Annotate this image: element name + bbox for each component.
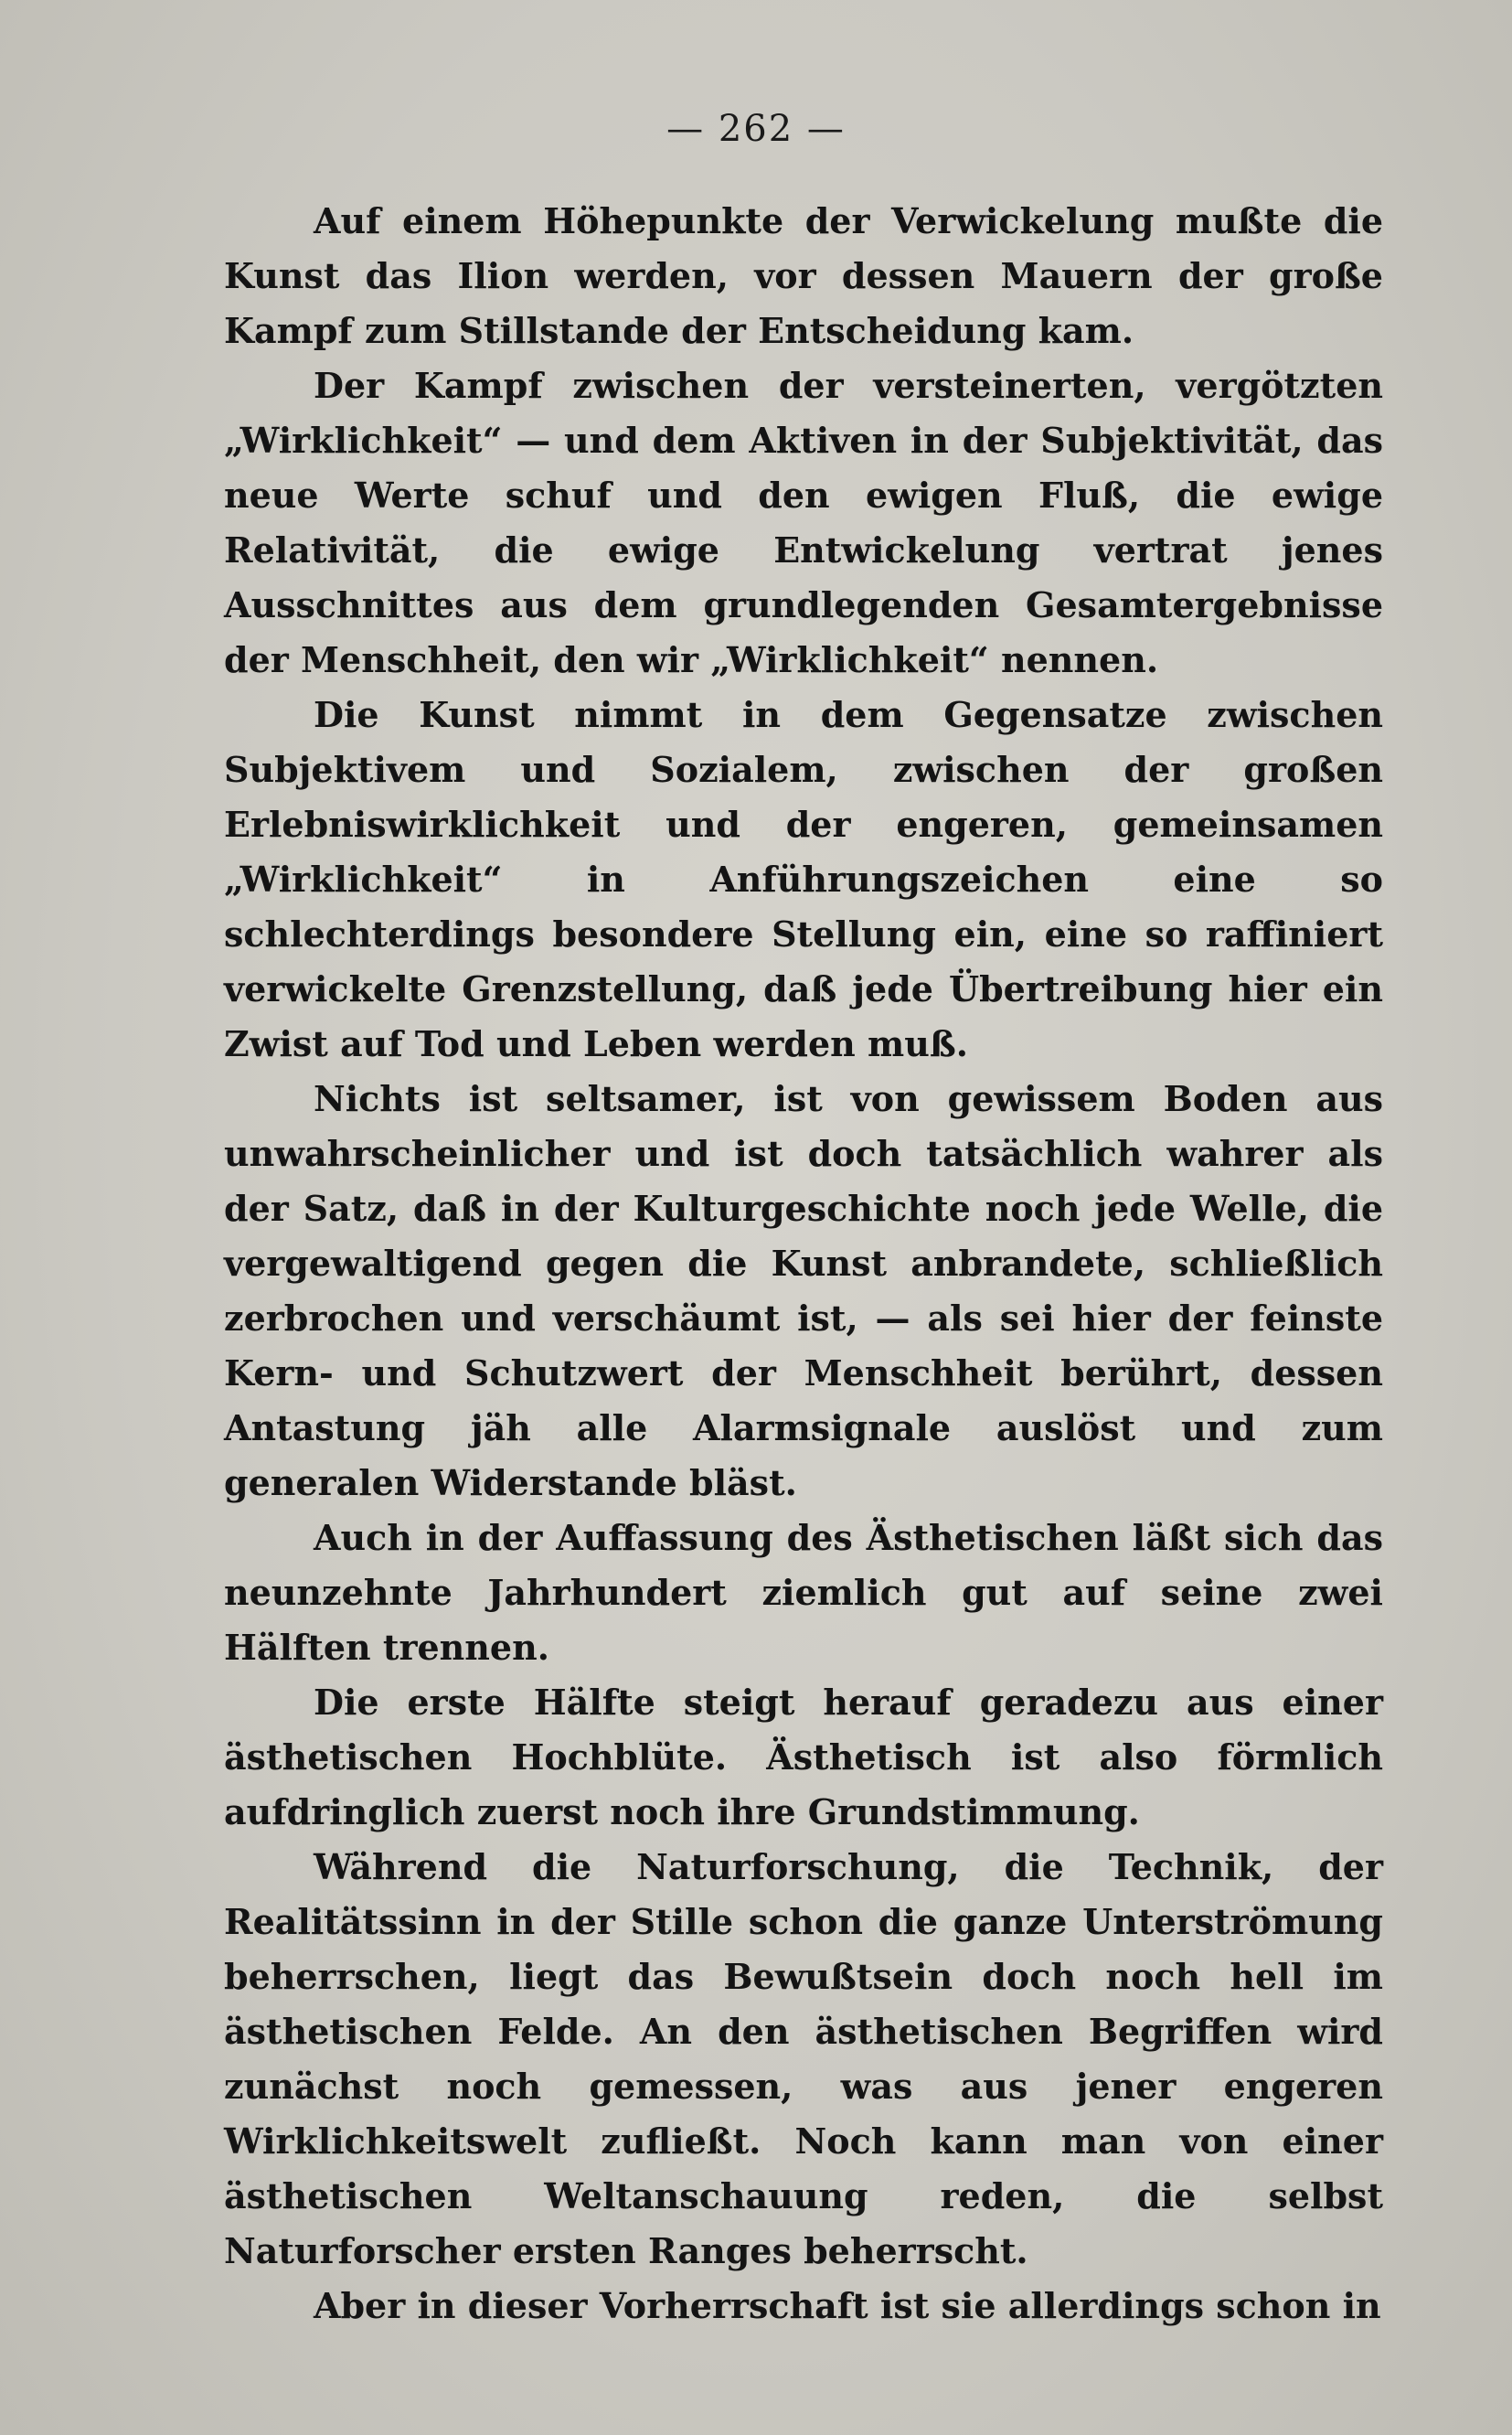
body-text [224, 194, 1383, 2334]
paragraph: Auch in der Auffassung des Ästhetischen läßt sich das neunzehnte Jahrhundert ziemlich gut auf seine zwei Hälften trennen. [224, 1517, 1383, 1668]
paragraph: Während die Naturforschung, die Technik, der Realitätssinn in der Stille schon die ganze Unterströmung beherrschen, liegt das Bewußtsein doch noch hell im ästhetischen Felde. An den ästhetischen Begriffen wird zunächst noch gemessen, was aus jener engeren Wirklichkeitswelt zufließt. Noch kann man von einer ästhetischen Weltanschauung reden, die selbst Naturforscher ersten Ranges beherrscht. [224, 1846, 1383, 2271]
paragraph: Nichts ist seltsamer, ist von gewissem Boden aus unwahrscheinlicher und ist doch tatsächlich wahrer als der Satz, daß in der Kulturgeschichte noch jede Welle, die vergewaltigend gegen die Kunst anbrandete, schließlich zerbrochen und verschäumt ist, — als sei hier der feinste Kern- und Schutzwert der Menschheit berührt, dessen Antastung jäh alle Alarmsignale auslöst und zum generalen Widerstande bläst. [224, 1078, 1383, 1503]
paragraph: Der Kampf zwischen der versteinerten, vergötzten „Wirklichkeit“ — und dem Aktiven in der Subjektivität, das neue Werte schuf und den ewigen Fluß, die ewige Relativität, die ewige Entwickelung vertrat jenes Ausschnittes aus dem grundlegenden Gesamtergebnisse der Menschheit, den wir „Wirklichkeit“ nennen. [224, 365, 1383, 680]
page-number: — 262 — [666, 108, 846, 150]
paragraph: Aber in dieser Vorherrschaft ist sie allerdings schon in [314, 2285, 1381, 2326]
paragraph: Auf einem Höhepunkte der Verwickelung mußte die Kunst das Ilion werden, vor dessen Mauern der große Kampf zum Stillstande der Entscheidung kam. [224, 200, 1383, 351]
paragraph: Die Kunst nimmt in dem Gegensatze zwischen Subjektivem und Sozialem, zwischen der großen Erlebniswirklichkeit und der engeren, gemeinsamen „Wirklichkeit“ in Anführungszeichen eine so schlechterdings besondere Stellung ein, eine so raffiniert verwickelte Grenzstellung, daß jede Übertreibung hier ein Zwist auf Tod und Leben werden muß. [224, 694, 1383, 1064]
paragraph: Die erste Hälfte steigt herauf geradezu aus einer ästhetischen Hochblüte. Ästhetisch ist also förmlich aufdringlich zuerst noch ihre Grundstimmung. [224, 1682, 1383, 1832]
